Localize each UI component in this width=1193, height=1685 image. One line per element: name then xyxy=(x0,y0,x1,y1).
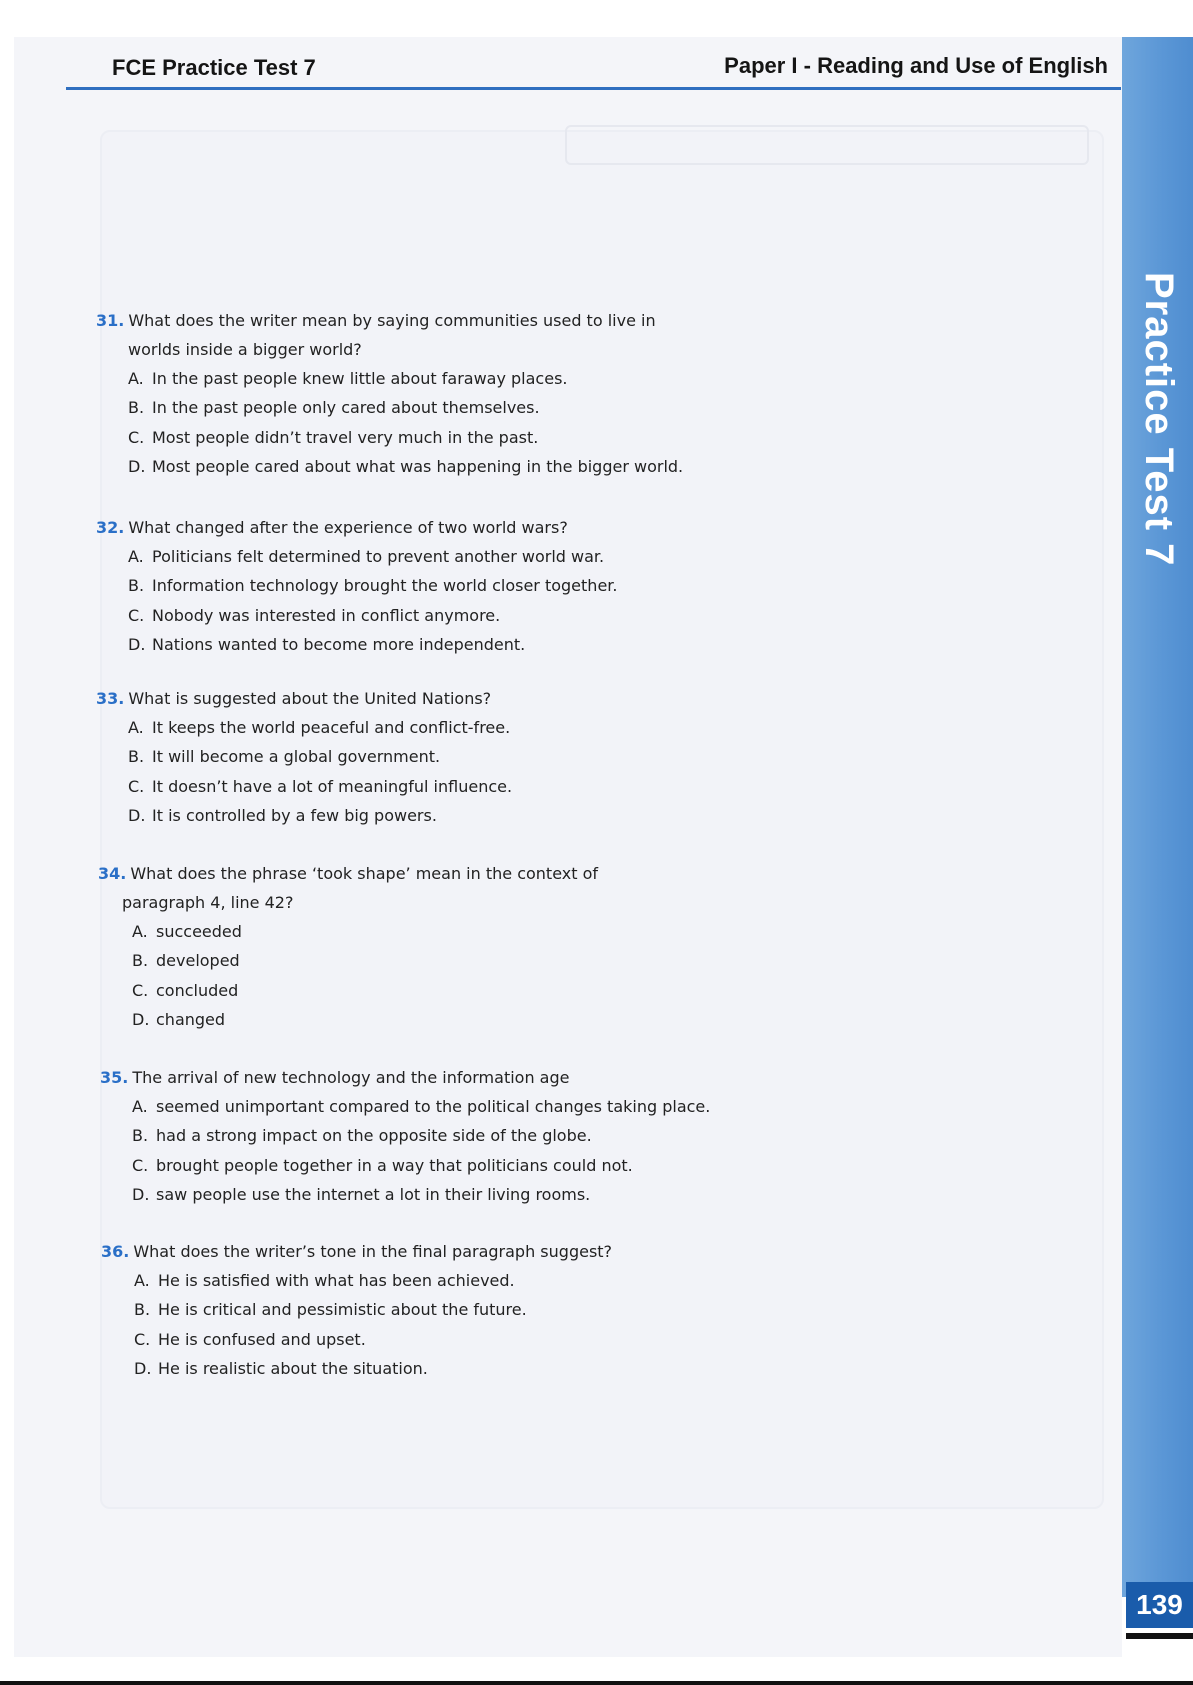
answer-option-b[interactable] xyxy=(128,571,617,600)
question-text: What changed after the experience of two world wars? xyxy=(128,518,568,537)
option-text: He is confused and upset. xyxy=(158,1329,366,1349)
question-number: 32. xyxy=(96,518,125,537)
question-33 xyxy=(96,684,512,830)
page-number: 139 xyxy=(1126,1582,1193,1628)
answer-option-b[interactable] xyxy=(134,1295,612,1324)
option-text: He is satisfied with what has been achieved. xyxy=(158,1271,515,1290)
option-letter: A. xyxy=(134,1271,150,1290)
question-text-continued: worlds inside a bigger world? xyxy=(128,340,362,359)
option-text: Nobody was interested in conflict anymore. xyxy=(152,605,501,625)
option-letter: A. xyxy=(132,922,148,941)
option-letter: C. xyxy=(128,605,145,625)
question-text: What is suggested about the United Nations? xyxy=(128,689,492,708)
answer-option-c[interactable] xyxy=(134,1325,612,1354)
question-36 xyxy=(101,1237,612,1383)
option-text: Nations wanted to become more independent. xyxy=(152,634,526,654)
option-letter: D. xyxy=(128,456,146,476)
option-letter: C. xyxy=(132,980,149,1000)
question-number: 36. xyxy=(101,1242,130,1261)
option-text: It keeps the world peaceful and conflict-free. xyxy=(152,718,511,737)
option-text: developed xyxy=(156,951,240,971)
question-text: What does the writer’s tone in the final paragraph suggest? xyxy=(133,1242,613,1261)
option-letter: D. xyxy=(132,1184,150,1204)
side-tab-band xyxy=(1122,37,1193,1597)
option-letter: B. xyxy=(132,1126,149,1146)
option-letter: C. xyxy=(128,776,145,796)
option-letter: D. xyxy=(128,634,146,654)
answer-option-a[interactable] xyxy=(132,917,598,946)
answer-option-d[interactable] xyxy=(132,1180,710,1209)
option-letter: A. xyxy=(128,369,144,388)
answer-option-d[interactable] xyxy=(128,452,683,481)
option-letter: B. xyxy=(128,747,145,767)
answer-option-b[interactable] xyxy=(128,742,512,771)
option-letter: A. xyxy=(128,718,144,737)
question-number: 31. xyxy=(96,311,125,330)
option-text: In the past people only cared about themselves. xyxy=(152,398,540,418)
answer-option-c[interactable] xyxy=(132,976,598,1005)
option-letter: B. xyxy=(128,398,145,418)
answer-options xyxy=(128,542,617,659)
answer-options xyxy=(132,1092,710,1209)
option-letter: C. xyxy=(128,427,145,447)
answer-option-d[interactable] xyxy=(134,1354,612,1383)
option-text: Information technology brought the world closer together. xyxy=(152,576,618,596)
option-text: Politicians felt determined to prevent another world war. xyxy=(152,547,605,566)
answer-option-c[interactable] xyxy=(128,601,617,630)
option-letter: B. xyxy=(132,951,149,971)
answer-option-b[interactable] xyxy=(132,946,598,975)
question-text: What does the phrase ‘took shape’ mean in the context of xyxy=(130,864,598,883)
option-text: changed xyxy=(156,1009,226,1029)
answer-options xyxy=(128,713,512,830)
answer-option-a[interactable] xyxy=(128,364,683,393)
answer-option-d[interactable] xyxy=(132,1005,598,1034)
page-number-underline xyxy=(1126,1633,1193,1639)
side-tab-label: Practice Test 7 xyxy=(1137,272,1181,567)
answer-option-a[interactable] xyxy=(128,542,617,571)
option-text: Most people didn’t travel very much in the past. xyxy=(152,427,539,447)
question-number: 34. xyxy=(98,864,127,883)
show-through-header-box xyxy=(565,125,1089,165)
question-34 xyxy=(98,859,598,1034)
option-letter: A. xyxy=(128,547,144,566)
answer-option-b[interactable] xyxy=(128,393,683,422)
answer-options xyxy=(128,364,683,481)
option-letter: B. xyxy=(134,1300,151,1320)
answer-options xyxy=(132,917,598,1034)
paper-title: Paper I - Reading and Use of English xyxy=(724,53,1108,78)
question-text: The arrival of new technology and the information age xyxy=(132,1068,570,1087)
answer-option-a[interactable] xyxy=(128,713,512,742)
option-text: had a strong impact on the opposite side of the globe. xyxy=(156,1126,592,1146)
question-text: What does the writer mean by saying communities used to live in xyxy=(128,311,656,330)
question-32 xyxy=(96,513,617,659)
option-text: saw people use the internet a lot in their living rooms. xyxy=(156,1184,591,1204)
option-text: Most people cared about what was happening in the bigger world. xyxy=(152,456,684,476)
bottom-edge-rule xyxy=(0,1681,1193,1685)
question-number: 35. xyxy=(100,1068,129,1087)
answer-option-d[interactable] xyxy=(128,630,617,659)
option-letter: B. xyxy=(128,576,145,596)
option-text: He is critical and pessimistic about the future. xyxy=(158,1300,527,1320)
option-text: He is realistic about the situation. xyxy=(158,1358,428,1378)
option-letter: C. xyxy=(134,1329,151,1349)
option-letter: C. xyxy=(132,1155,149,1175)
option-letter: D. xyxy=(134,1358,152,1378)
answer-option-a[interactable] xyxy=(134,1266,612,1295)
option-text: It doesn’t have a lot of meaningful influence. xyxy=(152,776,513,796)
answer-option-d[interactable] xyxy=(128,801,512,830)
option-letter: D. xyxy=(132,1009,150,1029)
answer-option-c[interactable] xyxy=(128,423,683,452)
question-text-continued: paragraph 4, line 42? xyxy=(122,893,294,912)
question-number: 33. xyxy=(96,689,125,708)
answer-option-a[interactable] xyxy=(132,1092,710,1121)
option-letter: D. xyxy=(128,805,146,825)
option-text: brought people together in a way that politicians could not. xyxy=(156,1155,633,1175)
answer-option-c[interactable] xyxy=(128,772,512,801)
option-text: It is controlled by a few big powers. xyxy=(152,805,437,825)
answer-option-b[interactable] xyxy=(132,1121,710,1150)
answer-options xyxy=(134,1266,612,1383)
test-title: FCE Practice Test 7 xyxy=(112,55,316,80)
option-text: seemed unimportant compared to the political changes taking place. xyxy=(156,1097,711,1116)
option-text: It will become a global government. xyxy=(152,747,441,767)
option-letter: A. xyxy=(132,1097,148,1116)
option-text: concluded xyxy=(156,980,239,1000)
question-35 xyxy=(100,1063,710,1209)
option-text: succeeded xyxy=(156,922,242,941)
answer-option-c[interactable] xyxy=(132,1151,710,1180)
header-divider xyxy=(66,87,1121,90)
question-31 xyxy=(96,306,683,481)
option-text: In the past people knew little about faraway places. xyxy=(152,369,568,388)
